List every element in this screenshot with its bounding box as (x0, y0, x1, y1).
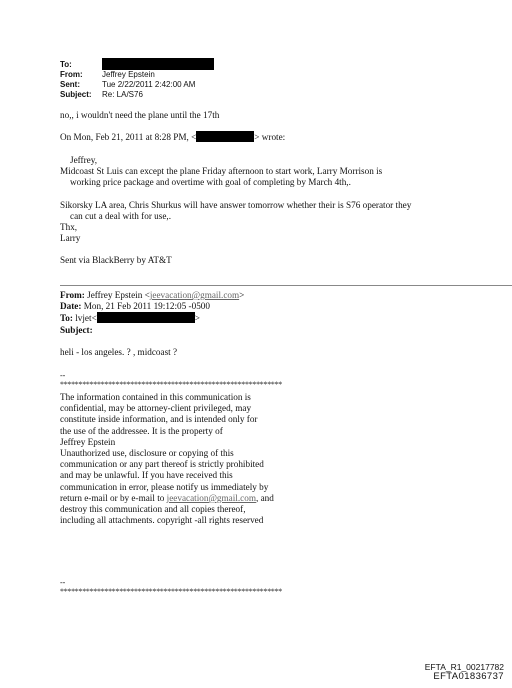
fwd-from-row (60, 290, 244, 301)
separator-rule (60, 285, 512, 286)
fwd-to-row (60, 312, 244, 324)
fwd-from-email[interactable]: jeevacation@gmail.com (149, 290, 240, 300)
sent-value: Tue 2/22/2011 2:42:00 AM (102, 79, 196, 89)
header-from-row (60, 70, 214, 80)
quoted-thx: Thx, (60, 222, 78, 233)
redaction-box (102, 58, 214, 70)
return-prefix: return e-mail or by e-mail to (60, 492, 167, 503)
disclaimer (60, 392, 274, 526)
disclaimer-line: confidential, may be attorney-client privileged, may (60, 403, 252, 414)
quote-intro-prefix: On Mon, Feb 21, 2011 at 8:28 PM, < (60, 132, 197, 142)
disclaimer-line: Unauthorized use, disclosure or copying of this (60, 448, 234, 459)
fwd-date-row (60, 301, 244, 312)
signature-stars-bottom: ************************************************************ (60, 587, 283, 596)
quoted-sent-via: Sent via BlackBerry by AT&T (60, 255, 172, 266)
disclaimer-line: communication or any part thereof is strictly prohibited (60, 459, 264, 470)
footer-id-1: EFTA_R1_00217782 (424, 662, 504, 672)
disclaimer-line: constitute inside information, and is intended only for (60, 414, 258, 425)
disclaimer-line: destroy this communication and all copies thereof, (60, 504, 246, 515)
disclaimer-line: The information contained in this communication is (60, 392, 251, 402)
quoted-para1-line1: Midcoast St Luis can except the plane Friday afternoon to start work, Larry Morrison is (60, 166, 383, 177)
disclaimer-return-line (60, 493, 274, 504)
footer-id-2: EFTA01836737 (433, 671, 504, 682)
email-header (60, 60, 214, 99)
forwarded-header (60, 290, 244, 336)
fwd-subject-label: Subject: (60, 324, 93, 335)
document-footer (425, 662, 504, 682)
quoted-greeting: Jeffrey, (70, 155, 98, 165)
header-subject-row (60, 90, 214, 100)
quoted-para2-line1: Sikorsky LA area, Chris Shurkus will have answer tomorrow whether their is S76 operator they (60, 199, 412, 210)
signature-dashes-bottom: -- (60, 578, 66, 587)
to-label: To: (60, 60, 72, 69)
sent-label: Sent: (60, 79, 80, 89)
quote-intro (60, 131, 285, 143)
signature-dashes: -- (60, 371, 66, 380)
from-value: Jeffrey Epstein (102, 70, 155, 79)
fwd-from-close: > (239, 290, 245, 300)
from-label: From: (60, 70, 83, 79)
quoted-para2-line2: can cut a deal with for use,. (70, 210, 172, 221)
disclaimer-line: communication in error, please notify us immediately by (60, 481, 269, 492)
quoted-message (60, 155, 411, 267)
quoted-para1-line2: working price package and overtime with goal of completing by March 4th,. (70, 177, 351, 188)
return-suffix: , and (255, 492, 274, 503)
quote-intro-suffix: > wrote: (254, 132, 286, 142)
fwd-date-value: Mon, 21 Feb 2011 19:12:05 -0500 (81, 301, 210, 312)
quoted-name: Larry (60, 233, 81, 244)
subject-value: Re: LA/S76 (102, 89, 143, 99)
fwd-subject-row (60, 325, 244, 336)
header-to-row (60, 60, 214, 70)
reply-line: no,, i wouldn't need the plane until the 17th (60, 110, 220, 120)
fwd-to-close: > (194, 313, 200, 324)
redaction-box (196, 131, 254, 142)
fwd-date-label: Date: (60, 301, 82, 312)
fwd-from-label: From: (60, 290, 85, 300)
forwarded-body: heli - los angeles. ? , midcoast ? (60, 347, 178, 357)
fwd-to-label: To: (60, 313, 73, 324)
fwd-from-name: Jeffrey Epstein < (84, 290, 150, 300)
disclaimer-line: the use of the addressee. It is the property of (60, 425, 223, 436)
redaction-box (97, 312, 195, 323)
disclaimer-line: including all attachments. copyright -all rights reserved (60, 515, 264, 526)
signature-stars: ************************************************************ (60, 380, 283, 389)
fwd-to-value: lvjet< (72, 313, 97, 324)
disclaimer-line: and may be unlawful. If you have received this (60, 470, 233, 481)
header-sent-row (60, 80, 214, 90)
subject-label: Subject: (60, 89, 92, 99)
return-email-link[interactable]: jeevacation@gmail.com (166, 492, 256, 503)
disclaimer-line: Jeffrey Epstein (60, 436, 116, 447)
